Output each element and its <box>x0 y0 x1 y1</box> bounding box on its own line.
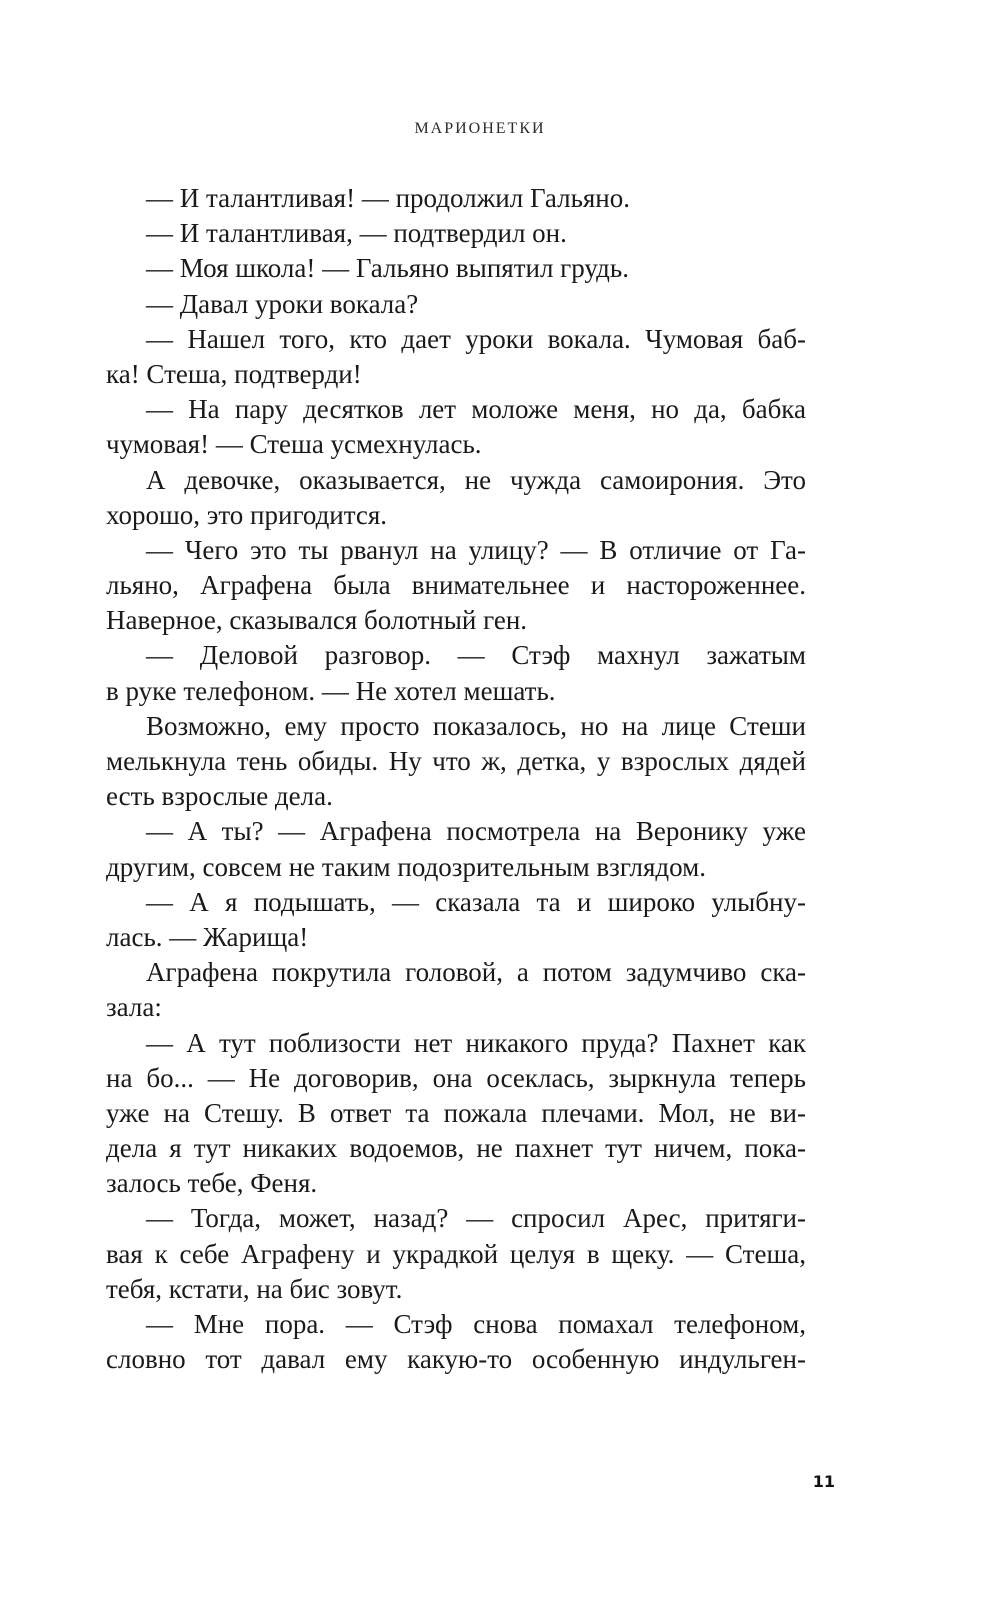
text-line: словно тот давал ему какую-то особенную индульген- <box>106 1344 806 1375</box>
text-line: — Мне пора. — Стэф снова помахал телефоном, <box>146 1309 806 1339</box>
text-line: — А ты? — Аграфена посмотрела на Веронику уже <box>146 816 806 847</box>
text-line: на бо... — Не договорив, она осеклась, зыркнула теперь <box>106 1062 806 1093</box>
text-line: зала: <box>106 992 162 1023</box>
text-line: — А тут поблизости нет никакого пруда? Пахнет как <box>146 1027 806 1058</box>
text-line: вая к себе Аграфену и украдкой целуя в щеку. — Стеша, <box>106 1238 806 1269</box>
text-line: в руке телефоном. — Не хотел мешать. <box>106 675 556 706</box>
text-line: — На пару десятков лет моложе меня, но да, бабка <box>146 394 806 425</box>
text-line: мелькнула тень обиды. Ну что ж, детка, у взрослых дядей <box>106 746 806 776</box>
text-line: — Давал уроки вокала? <box>146 288 419 319</box>
text-line: залось тебе, Феня. <box>106 1168 318 1199</box>
text-line: есть взрослые дела. <box>106 781 333 812</box>
text-line: дела я тут никаких водоемов, не пахнет тут ничем, пока- <box>106 1133 806 1164</box>
text-line: — Нашел того, кто дает уроки вокала. Чумовая баб- <box>146 323 806 354</box>
text-line: Аграфена покрутила головой, а потом задумчиво ска- <box>146 957 806 988</box>
body-text <box>106 181 806 1377</box>
text-line: уже на Стешу. В ответ та пожала плечами. Мол, не ви- <box>106 1097 806 1128</box>
text-line: — И талантливая, — подтвердил он. <box>146 218 567 249</box>
text-line: тебя, кстати, на бис зовут. <box>106 1273 403 1304</box>
text-line: — Тогда, может, назад? — спросил Арес, притяги- <box>146 1203 806 1234</box>
text-line: другим, совсем не таким подозрительным взглядом. <box>106 851 706 882</box>
text-line: Наверное, сказывался болотный ген. <box>106 605 528 636</box>
page-number: 11 <box>812 1472 835 1491</box>
text-line: А девочке, оказывается, не чужда самоирония. Это <box>146 464 806 495</box>
text-line: Возможно, ему просто показалось, но на лице Стеши <box>146 710 806 741</box>
text-line: лась. — Жарища! <box>106 921 309 952</box>
text-line: — И талантливая! — продолжил Гальяно. <box>146 183 631 213</box>
text-line: чумовая! — Стеша усмехнулась. <box>106 429 482 460</box>
text-line: хорошо, это пригодится. <box>106 499 388 530</box>
text-line: — А я подышать, — сказала та и широко улыбну- <box>146 886 806 917</box>
text-line: — Моя школа! — Гальяно выпятил грудь. <box>146 253 629 284</box>
text-line: ка! Стеша, подтверди! <box>106 358 362 389</box>
text-line: — Чего это ты рванул на улицу? — В отличие от Га- <box>146 534 806 565</box>
text-line: — Деловой разговор. — Стэф махнул зажатым <box>146 640 806 671</box>
running-head: МАРИОНЕТКИ <box>414 120 546 137</box>
text-line: льяно, Аграфена была внимательнее и настороженнее. <box>106 570 806 601</box>
